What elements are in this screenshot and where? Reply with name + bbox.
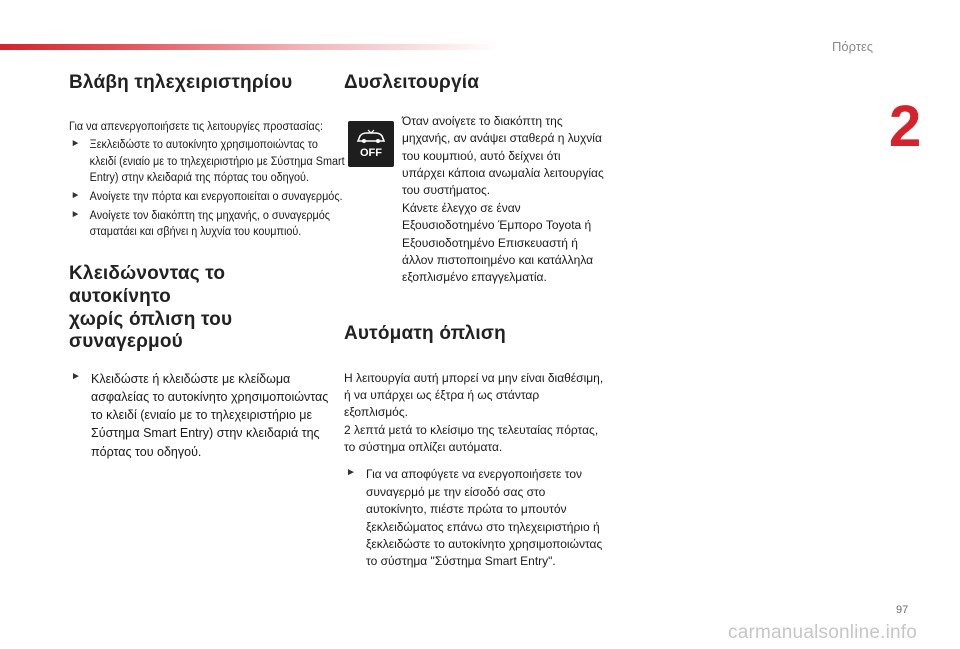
arrow-bullet-icon: ►	[70, 137, 81, 149]
arrow-bullet-icon: ►	[346, 467, 356, 479]
arrow-bullet-icon: ►	[70, 208, 81, 220]
section-name: Πόρτες	[832, 39, 874, 54]
alarm-off-label: OFF	[360, 146, 382, 159]
auto-arming-steps	[344, 466, 606, 570]
remote-failure-steps	[69, 137, 345, 241]
list-item: ► Για να αποφύγετε να ενεργοποιήσετε τον συναγερμό με την είσοδό σας στο αυτοκίνητο, πιέστε πρώτα το μπουτόν ξεκλειδώματος επάνω στο τηλεχειριστήριο ή ξεκλειδώστε το αυτοκίνητο χρησιμοποιώντας το σύστημα "Σύστημα Smart Entry".	[346, 467, 603, 569]
list-item: ► Ανοίγετε τον διακόπτη της μηχανής, ο συναγερμός σταματάει και σβήνει η λυχνία του κουμπιού.	[70, 208, 330, 239]
right-column	[344, 72, 606, 573]
section-title-lock-without-alarm: Κλειδώνοντας το αυτοκίνητο χωρίς όπλιση του συναγερμού	[69, 262, 233, 353]
arrow-bullet-icon: ►	[71, 371, 81, 383]
chapter-number: 2	[889, 94, 922, 159]
lock-without-alarm-steps	[69, 370, 331, 461]
watermark: carmanualsonline.info	[728, 622, 918, 643]
section-title-auto-arming: Αυτόματη όπλιση	[344, 322, 506, 344]
alarm-off-icon	[348, 121, 394, 167]
malfunction-text: Όταν ανοίγετε το διακόπτη της μηχανής, αν ανάψει σταθερά η λυχνία του κουμπιού, αυτό δείχνει ότι υπάρχει κάποια ανωμαλία λειτουργίας του συστήματος. Κάνετε έλεγχο σε έναν Εξουσιοδοτημένο Έμπορο Toyota ή Εξουσιοδοτημένο Επισκευαστή ή άλλον πιστοποιημένο και κατάλληλα εξοπλισμένο επαγγελματία.	[402, 113, 604, 285]
malfunction-block	[344, 113, 606, 287]
section-title-malfunction: Δυσλειτουργία	[344, 72, 480, 93]
list-item: ► Κλειδώστε ή κλειδώστε με κλείδωμα ασφαλείας το αυτοκίνητο χρησιμοποιώντας το κλειδί (ενιαίο με το τηλεχειριστήριο με Σύστημα Smart Entry) στην κλειδαριά της πόρτας του οδηγού.	[71, 371, 329, 459]
section-lock-without-alarm	[69, 263, 331, 461]
intro-text: Για να απενεργοποιήσετε τις λειτουργίες προστασίας:	[69, 120, 324, 133]
car-alarm-icon	[355, 129, 387, 145]
left-column	[69, 72, 345, 463]
list-item: ► Ξεκλειδώστε το αυτοκίνητο χρησιμοποιώντας το κλειδί (ενιαίο με το τηλεχειριστήριο με Σύστημα Smart Entry) στην κλειδαριά της πόρτας του οδηγού.	[70, 137, 345, 185]
header-accent-bar	[0, 44, 500, 50]
arrow-bullet-icon: ►	[70, 189, 81, 201]
auto-arming-text: Η λειτουργία αυτή μπορεί να μην είναι διαθέσιμη, ή να υπάρχει ως έξτρα ή ως στάνταρ εξοπλισμός. 2 λεπτά μετά το κλείσιμο της τελευταίας πόρτας, το σύστημα οπλίζει αυτόματα.	[344, 370, 604, 455]
section-title-remote-failure: Βλάβη τηλεχειριστηρίου	[69, 72, 293, 93]
list-item: ► Ανοίγετε την πόρτα και ενεργοποιείται ο συναγερμός.	[70, 189, 343, 203]
section-auto-arming	[344, 323, 606, 571]
page-number: 97	[896, 604, 909, 616]
